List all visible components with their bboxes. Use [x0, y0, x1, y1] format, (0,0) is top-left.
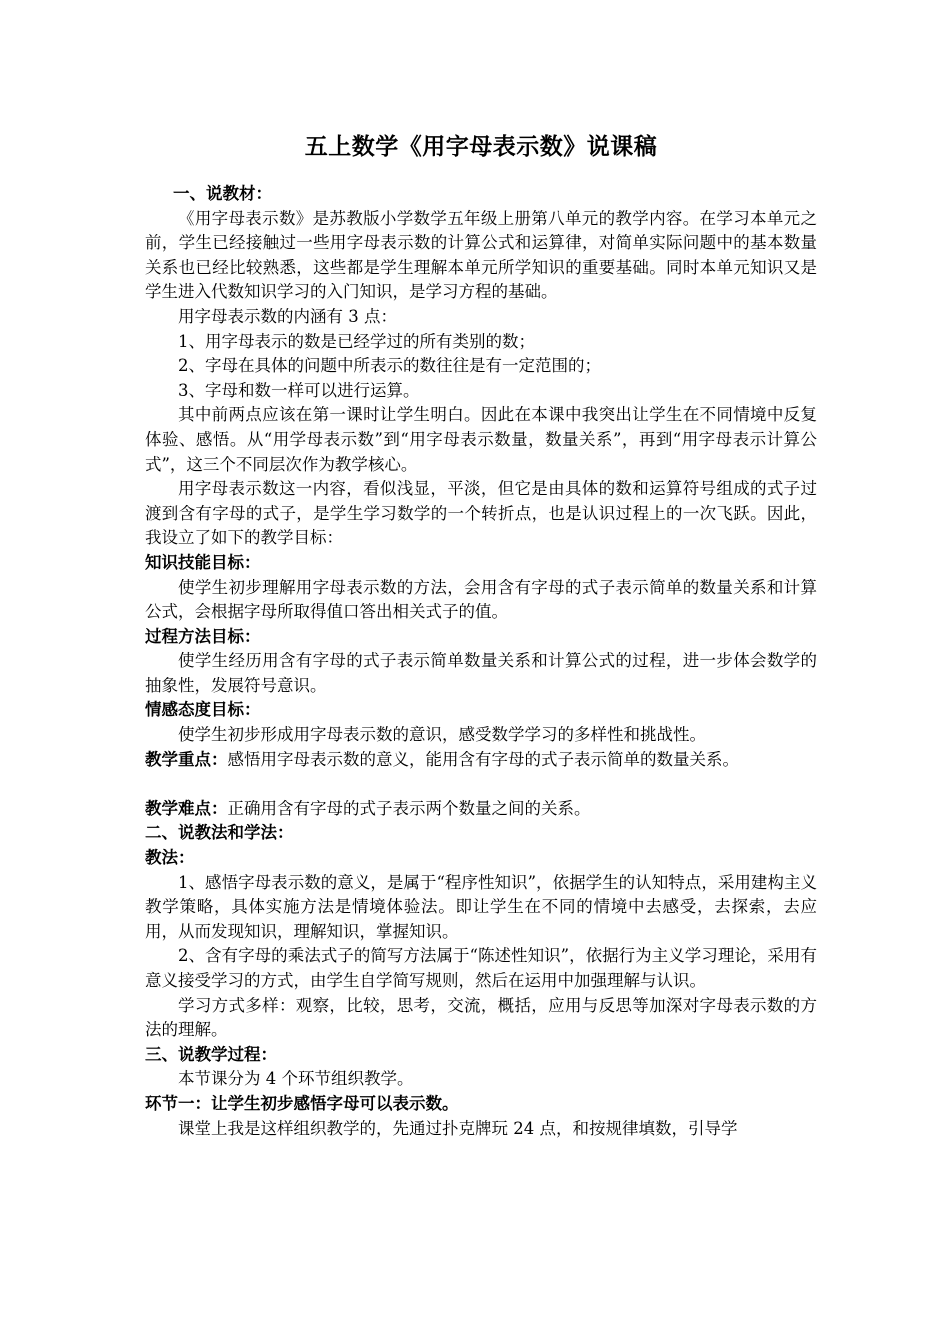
document-page	[145, 130, 817, 1141]
document-title: 五上数学《用字母表示数》说课稿	[304, 134, 658, 160]
list-item: 1、用字母表示的数是已经学过的所有类别的数；	[178, 331, 535, 351]
paragraph: 2、含有字母的乘法式子的简写方法属于“陈述性知识”，依据行为主义学习理论，采用有意义接受学习的方式，由学生自学简写规则，然后在运用中加强理解与认识。	[145, 946, 817, 990]
key-point	[145, 748, 817, 773]
difficult-point-label: 教学难点：	[145, 798, 228, 818]
section-heading-methods: 二、说教法和学法：	[145, 823, 294, 843]
paragraph: 其中前两点应该在第一课时让学生明白。因此在本课中我突出让学生在不同情境中反复体验、感悟。从“用学母表示数”到“用字母表示数量，数量关系”，再到“用字母表示计算公式”，这三个不同层次作为教学核心。	[145, 405, 817, 474]
list-item: 2、字母在具体的问题中所表示的数往往是有一定范围的；	[178, 356, 601, 376]
key-point-text: 感悟用字母表示数的意义，能用含有字母的式子表示简单的数量关系。	[227, 749, 739, 769]
method-label: 教法：	[145, 848, 195, 868]
paragraph: 本节课分为 4 个环节组织教学。	[178, 1069, 414, 1089]
section-heading-textbook: 一、说教材：	[173, 184, 272, 203]
paragraph: 用字母表示数这一内容，看似浅显，平淡，但它是由具体的数和运算符号组成的式子过渡到含有字母的式子，是学生学习数学的一个转折点，也是认识过程上的一次飞跃。因此，我设立了如下的教学目标：	[145, 479, 817, 548]
list-item: 3、字母和数一样可以进行运算。	[178, 380, 420, 400]
difficult-point-text: 正确用含有字母的式子表示两个数量之间的关系。	[227, 798, 591, 818]
section-heading-process: 三、说教学过程：	[145, 1044, 277, 1064]
step-heading: 环节一：让学生初步感悟字母可以表示数。	[145, 1093, 459, 1113]
paragraph: 学习方式多样：观察，比较，思考，交流，概括，应用与反思等加深对字母表示数的方法的理解。	[145, 995, 817, 1040]
paragraph: 《用字母表示数》是苏教版小学数学五年级上册第八单元的教学内容。在学习本单元之前，学生已经接触过一些用字母表示数的计算公式和运算律，对简单实际问题中的基本数量关系也已经比较熟悉，这些都是学生理解本单元所学知识的重要基础。同时本单元知识又是学生进入代数知识学习的入门知识，是学习方程的基础。	[145, 208, 817, 302]
goal-label-process: 过程方法目标：	[145, 626, 261, 646]
difficult-point	[145, 797, 817, 822]
paragraph: 用字母表示数的内涵有 3 点：	[178, 306, 397, 326]
paragraph: 课堂上我是这样组织教学的，先通过扑克牌玩 24 点，和按规律填数，引导学	[178, 1118, 738, 1138]
blank-line	[145, 772, 817, 797]
goal-label-emotion: 情感态度目标：	[145, 700, 261, 720]
key-point-label: 教学重点：	[145, 749, 228, 769]
goal-text-process: 使学生经历用含有字母的式子表示简单数量关系和计算公式的过程，进一步体会数学的抽象性，发展符号意识。	[145, 651, 817, 695]
goal-label-knowledge: 知识技能目标：	[145, 552, 261, 572]
goal-text-emotion: 使学生初步形成用字母表示数的意识，感受数学学习的多样性和挑战性。	[178, 725, 706, 745]
paragraph: 1、感悟字母表示数的意义，是属于“程序性知识”，依据学生的认知特点，采用建构主义教学策略，具体实施方法是情境体验法。即让学生在不同的情境中去感受，去探索，去应用，从而发现知识，理解知识，掌握知识。	[145, 872, 817, 941]
goal-text-knowledge: 使学生初步理解用字母表示数的方法，会用含有字母的式子表示简单的数量关系和计算公式，会根据字母所取得值口答出相关式子的值。	[145, 577, 817, 622]
